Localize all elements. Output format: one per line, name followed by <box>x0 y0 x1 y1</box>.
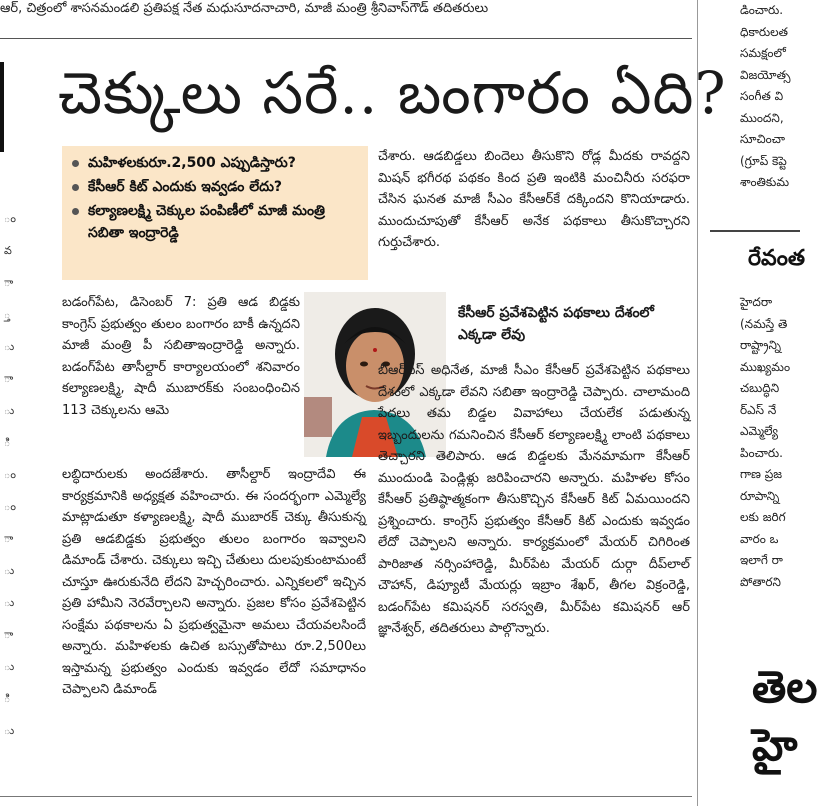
right-column-line: ర్‌ఎస్ నే <box>740 402 777 417</box>
left-column-fragment: ు <box>4 404 15 417</box>
left-column-fragment: ు <box>4 596 15 609</box>
left-column-fragment: ం <box>4 500 16 513</box>
right-large-heading-line2: హై <box>752 720 798 771</box>
left-column-fragment: ి <box>4 436 11 449</box>
right-column-line: ముఖ్యమం <box>740 359 791 374</box>
left-column-fragment: వ <box>4 244 12 257</box>
right-column-line: డించారు. <box>740 3 784 17</box>
bullet-icon <box>72 184 79 191</box>
right-column-line: ఇలాగే రా <box>740 553 783 567</box>
sub-heading: కేసీఆర్ ప్రవేశపెట్టిన పథకాలు దేశంలో ఎక్కడా లేవు <box>458 305 654 343</box>
article-body-col1-bottom: లబ్ధిదారులకు అందజేశారు. తాసీల్దార్ ఇంద్రాదేవి ఈ కార్యక్రమానికి అధ్యక్షత వహించారు. ఈ సందర్భంగా ఎమ్మెల్యే మాట్లాడుతూ కళ్యాణలక్ష్మి, షాదీ ముబారక్ చెక్కు తీసుకున్న ప్రతి ఆడబిడ్డకు ప్రభుత్వం తులం బంగారం ఇవ్వాలని డిమాండ్ చేశారు. చెక్కులు ఇచ్చి చేతులు దులపుకుంటామంటే చూస్తూ ఊరుకునేది లేదని హెచ్చరించారు. ఎన్నికలలో ఇచ్చిన ప్రతి హామీని నెరవేర్చాలని అన్నారు. ప్రజల కోసం ప్రవేశపెట్టిన సంక్షేమ పథకాలను ఏ ప్రభుత్వమైనా అమలు చేయవలసిందే అన్నారు. మహిళలకు ఉచిత బస్సుతోపాటు రూ.2,500లు ఇస్తామన్న ప్రభుత్వం ఎందుకు ఇవ్వడం లేదో సమాధానం చెప్పాలని డిమాండ్ <box>62 467 366 697</box>
left-column-fragment: ా <box>4 276 14 289</box>
right-column-line: విజయోత్స <box>740 67 791 82</box>
right-column-line: రాష్ట్రాన్ని <box>740 338 782 352</box>
right-large-heading-line1: తెల <box>752 662 817 713</box>
bullet-icon <box>72 208 79 215</box>
left-column-fragment: ి <box>4 692 11 705</box>
right-divider <box>710 230 800 232</box>
right-column-line: సంగీత వి <box>740 89 784 103</box>
article-body-col1-top: బడంగ్‌పేట, డిసెంబర్ 7: ప్రతి ఆడ బిడ్డకు కాంగ్రెస్ ప్రభుత్వం తులం బంగారం బాకీ ఉన్నదని మాజీ మంత్రి పీ సబితాఇంద్రారెడ్డి అన్నారు. బడంగ్‌పేట తాసీల్దార్ కార్యాలయంలో శనివారం కల్యాణలక్ష్మి, షాదీ ముబారక్‌కు సంబంధించిన 113 చెక్కులను ఆమె <box>62 295 300 418</box>
photo-caption-top: ఆర్, చిత్రంలో శాసనమండలి ప్రతిపక్ష నేత మధుసూదనాచారి, మాజీ మంత్రి శ్రీనివాస్‌గౌడ్ తదితరులు <box>0 1 489 16</box>
left-column-fragment: ు <box>4 564 15 577</box>
right-column-line: గాణ ప్రజ <box>740 467 783 481</box>
left-column-fragment: ు <box>4 724 15 737</box>
highlight-item: కల్యాణలక్ష్మి చెక్కుల పంపిణీలో మాజీ మంత్రి సబితా ఇంద్రారెడ్డి <box>70 200 360 244</box>
right-column-line: ఎమ్మెల్యే <box>740 424 779 438</box>
left-column-fragment: ా <box>4 532 14 545</box>
left-column-fragment: ం <box>4 212 16 225</box>
left-column-fragment: ా <box>4 628 14 641</box>
left-column-fragment: ు <box>4 340 15 353</box>
right-column-line: సమక్షంలో <box>740 46 786 60</box>
highlight-item: మహిళలకురూ.2,500 ఎప్పుడిస్తారు? <box>70 152 360 174</box>
right-column-line: హైదరా <box>740 295 773 309</box>
article-body-col2-bottom: బీఆర్‌ఎస్ అధినేత, మాజీ సీఎం కేసీఆర్ ప్రవేశపెట్టిన పథకాలు దేశంలో ఎక్కడా లేవని సబితా ఇంద్రారెడ్డి చెప్పారు. చాలామంది పేదలు తమ బిడ్డల వివాహాలు చేయలేక పడుతున్న ఇబ్బందులను గమనించిన కేసీఆర్ కల్యాణలక్ష్మి లాంటి పథకాలు తెచ్చారని తెలిపారు. ఆడ బిడ్డలకు మేనమామగా కేసీఆర్ ముందుండి పెండ్లిళ్లు జరిపించారని అన్నారు. మహిళల కోసం కేసీఆర్ ప్రతిష్ఠాత్మకంగా తీసుకొచ్చిన కేసీఆర్ కిట్ ఏమయిందని ప్రశ్నించారు. కాంగ్రెస్ ప్రభుత్వం కేసీఆర్ కిట్ ఎందుకు ఇవ్వడం లేదో చెప్పాలని అన్నారు. కార్యక్రమంలో మేయర్ చిగిరింత పారిజాత నర్సింహారెడ్డి, మీర్‌పేట మేయర్ దుర్గా దీప్‌లాల్ చౌహాన్, డిప్యూటీ మేయర్లు ఇబ్రాం శేఖర్, తీగల విక్రంరెడ్డి, బడంగ్‌పేట కమిషనర్ సరస్వతి, మీర్‌పేట కమిషనర్ ఆర్ జ్ఞానేశ్వర్, తదితరులు పాల్గొన్నారు. <box>378 363 690 636</box>
left-column-fragment: ా <box>4 372 14 385</box>
right-column-line: పోతారని <box>740 574 781 589</box>
right-column-line: ముందని, <box>740 110 784 125</box>
bullet-icon <box>72 160 79 167</box>
right-column-line: పించారు. <box>740 445 783 460</box>
right-column-line: (నమస్తే తె <box>740 316 788 331</box>
bottom-divider <box>0 796 692 797</box>
right-column-heading: రేవంత <box>748 246 805 271</box>
article-body-col2-top: చేశారు. ఆడబిడ్డలు బిందెలు తీసుకొని రోడ్ల మీదకు రావద్దని మిషన్ భగీరథ పథకం కింద ప్రతి ఇంటికి మంచినీరు సరఫరా చేసిన ఘనత మాజీ సీఎం కేసీఆర్‌కే దక్కిందని కొనియాడారు. ముందుచూపుతో కేసీఆర్ అనేక పథకాలు తీసుకొచ్చారని గుర్తుచేశారు. <box>378 149 690 250</box>
right-column-line: రూపాన్ని <box>740 488 780 503</box>
right-column-line: (గ్రూప్ కెప్టె <box>740 153 787 168</box>
right-column-line: చబుద్ధిని <box>740 381 780 395</box>
left-column-fragment: ం <box>4 468 16 481</box>
left-adjacent-column <box>0 62 26 772</box>
right-column-line: సూచించా <box>740 132 785 146</box>
right-column-line: ధికారులత <box>740 24 788 39</box>
highlights-box <box>62 146 368 280</box>
highlight-item: కేసీఆర్ కిట్ ఎందుకు ఇవ్వడం లేదు? <box>70 176 360 198</box>
left-accent-bar <box>0 62 4 152</box>
left-column-fragment: ్త <box>4 308 11 321</box>
right-column-line: శాంతికుమ <box>740 175 790 189</box>
left-column-fragment: ు <box>4 660 15 673</box>
right-column-line: వారం ఒ <box>740 531 779 546</box>
top-divider <box>0 38 692 39</box>
right-column-line: లకు జరిగ <box>740 510 786 524</box>
headline: చెక్కులు సరే.. బంగారం ఏది? <box>58 59 727 127</box>
